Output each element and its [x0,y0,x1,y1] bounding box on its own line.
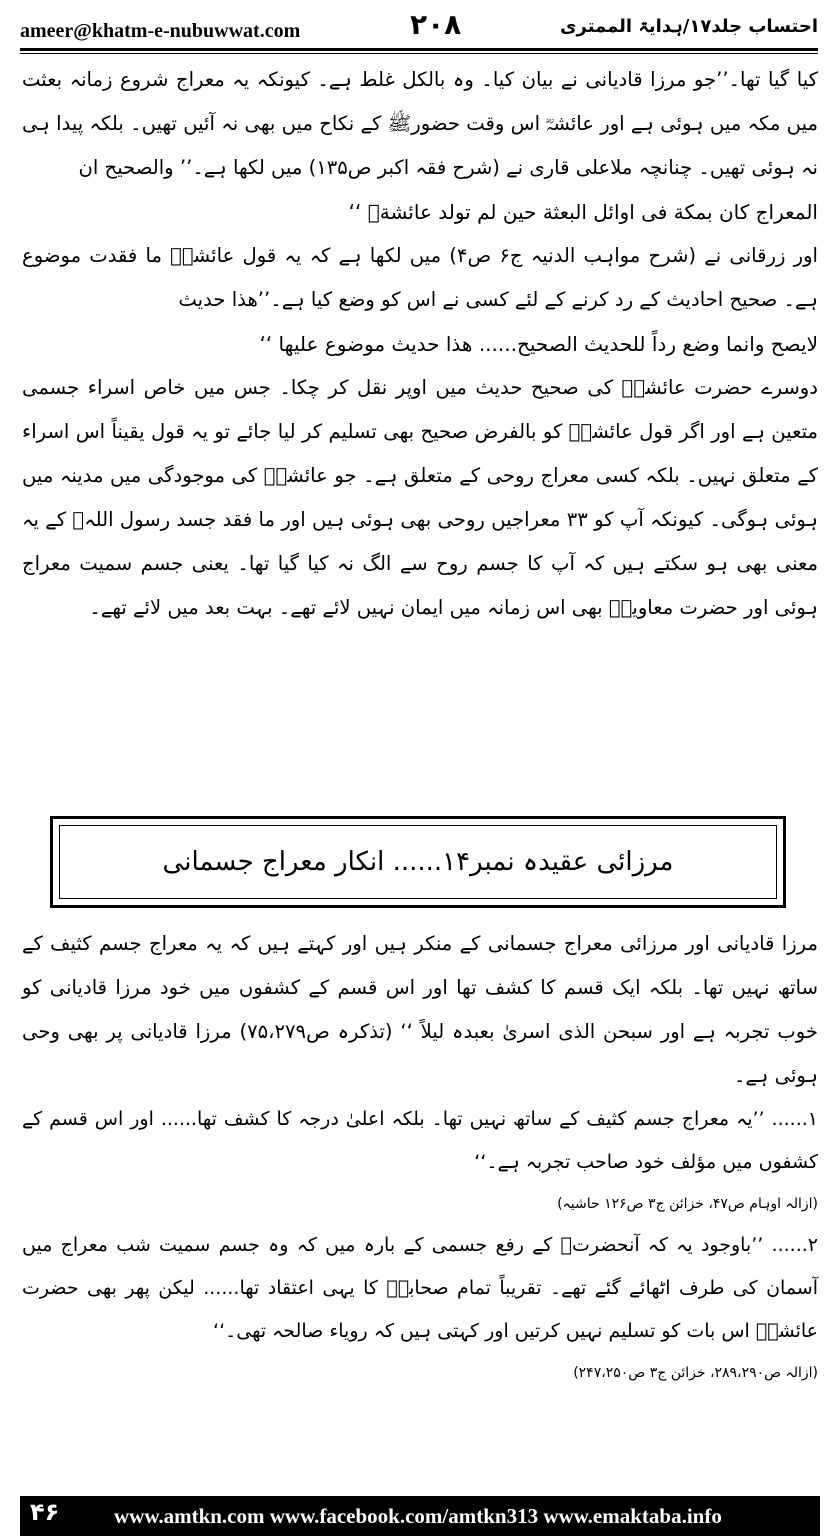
header-email: ameer@khatm-e-nubuwwat.com [20,20,301,42]
arabic-quote-1: المعراج کان بمکة فی اوائل البعثة حین لم تولد عائشةؓ ‘‘ [348,200,818,224]
paragraph-4: مرزا قادیانی اور مرزائی معراج جسمانی کے منکر ہیں اور کہتے ہیں کہ یہ معراج جسم کثیف کے ساتھ نہیں تھا۔ بلکہ ایک قسم کا کشف تھا اور اس قسم کے کشفوں میں خود مرزا قادیانی کو خوب تجربہ ہے اور سبحن الذی اسریٰ بعبدہ لیلاً ‘‘ (تذکرہ ص۷۵،۲۷۹) مرزا قادیانی پر بھی وحی ہوئی ہے۔ [22,932,818,1087]
paragraph-1: کیا گیا تھا۔’’جو مرزا قادیانی نے بیان کیا۔ وہ بالکل غلط ہے۔ کیونکہ یہ معراج شروع زمانہ بعثت میں مکہ میں ہوئی ہے اور عائشہؓ اس وقت حضورﷺ کے نکاح میں بھی نہ آئیں تھیں۔ بلکہ پیدا ہی نہ ہوئی تھیں۔ چنانچہ ملاعلی قاری نے (شرح فقہ اکبر ص۱۳۵) میں لکھا ہے۔’’ والصحیح ان [22,68,818,179]
quote-2: ۲...... ’’باوجود یہ کہ آنحضرتﷺ کے رفع جسمی کے بارہ میں کہ وہ جسم سمیت شب معراج میں آسمان کی طرف اٹھائے گئے تھے۔ تقریباً تمام صحابہؓ کا یہی اعتقاد تھا...... لیکن پھر بھی حضرت عائشہؓ اس بات کو تسلیم نہیں کرتیں اور کہتی ہیں کہ رویاء صالحہ تھی۔‘‘ [22,1234,818,1342]
paragraph-2: اور زرقانی نے (شرح مواہب الدنیہ ج۶ ص۴) میں لکھا ہے کہ یہ قول عائشہؓ ما فقدت موضوع ہے۔ صحیح احادیث کے رد کرنے کے لئے کسی نے اس کو وضع کیا ہے۔’’ھذا حدیث [22,244,819,311]
page-header [20,6,818,50]
main-text-upper [22,58,818,630]
section-title: مرزائی عقیدہ نمبر۱۴...... انکار معراج جسمانی [162,847,674,877]
header-book-title: احتساب جلد۱۷/ہدایۃ الممتری [560,16,818,37]
section-heading-box [50,816,786,908]
footer-urls: www.amtkn.com www.facebook.com/amtkn313 www.emaktaba.info [114,1504,722,1528]
section-heading-inner-frame [59,825,777,899]
header-page-number: ۲۰۸ [410,8,462,41]
header-rule-thin [20,53,818,54]
arabic-quote-2: لایصح وانما وضع رداً للحدیث الصحیح...... ھذا حدیث موضوع علیھا ‘‘ [259,332,818,356]
quote-1: ۱...... ’’یہ معراج جسم کثیف کے ساتھ نہیں تھا۔ بلکہ اعلیٰ درجہ کا کشف تھا...... اور اس قسم کے کشفوں میں مؤلف خود صاحب تجربہ ہے۔‘‘ [22,1108,818,1173]
footer-page-number: ۴۶ [30,1498,60,1526]
main-text-lower [22,922,818,1393]
quote-1-reference: (ازالہ اوہام ص۴۷، خزائن ج۳ ص۱۲۶ حاشیہ) [557,1196,818,1212]
footer-bar [20,1496,820,1536]
quote-2-reference: (ازالہ ص۲۸۹،۲۹۰، خزائن ج۳ ص۲۴۷،۲۵۰) [573,1365,818,1381]
header-rule-thick [20,48,818,51]
paragraph-3: دوسرے حضرت عائشہؓ کی صحیح حدیث میں اوپر نقل کر چکا۔ جس میں خاص اسراء جسمی متعین ہے اور اگر قول عائشہؓ کو بالفرض صحیح بھی تسلیم کر لیا جائے تو یہ قول یقیناً اس اسراء کے متعلق نہیں۔ بلکہ کسی معراج روحی کے متعلق ہے۔ جو عائشہؓ کی موجودگی میں مدینہ میں ہوئی ہوگی۔ کیونکہ آپ کو ۳۳ معراجیں روحی بھی ہوئی ہیں اور ما فقد جسد رسول اللہﷺ کے یہ معنی بھی ہو سکتے ہیں کہ آپ کا جسم روح سے الگ نہ کیا گیا تھا۔ یعنی جسم سمیت معراج ہوئی اور حضرت معاویہؓ بھی اس زمانہ میں ایمان نہیں لائے تھے۔ بہت بعد میں لائے تھے۔ [22,376,818,619]
